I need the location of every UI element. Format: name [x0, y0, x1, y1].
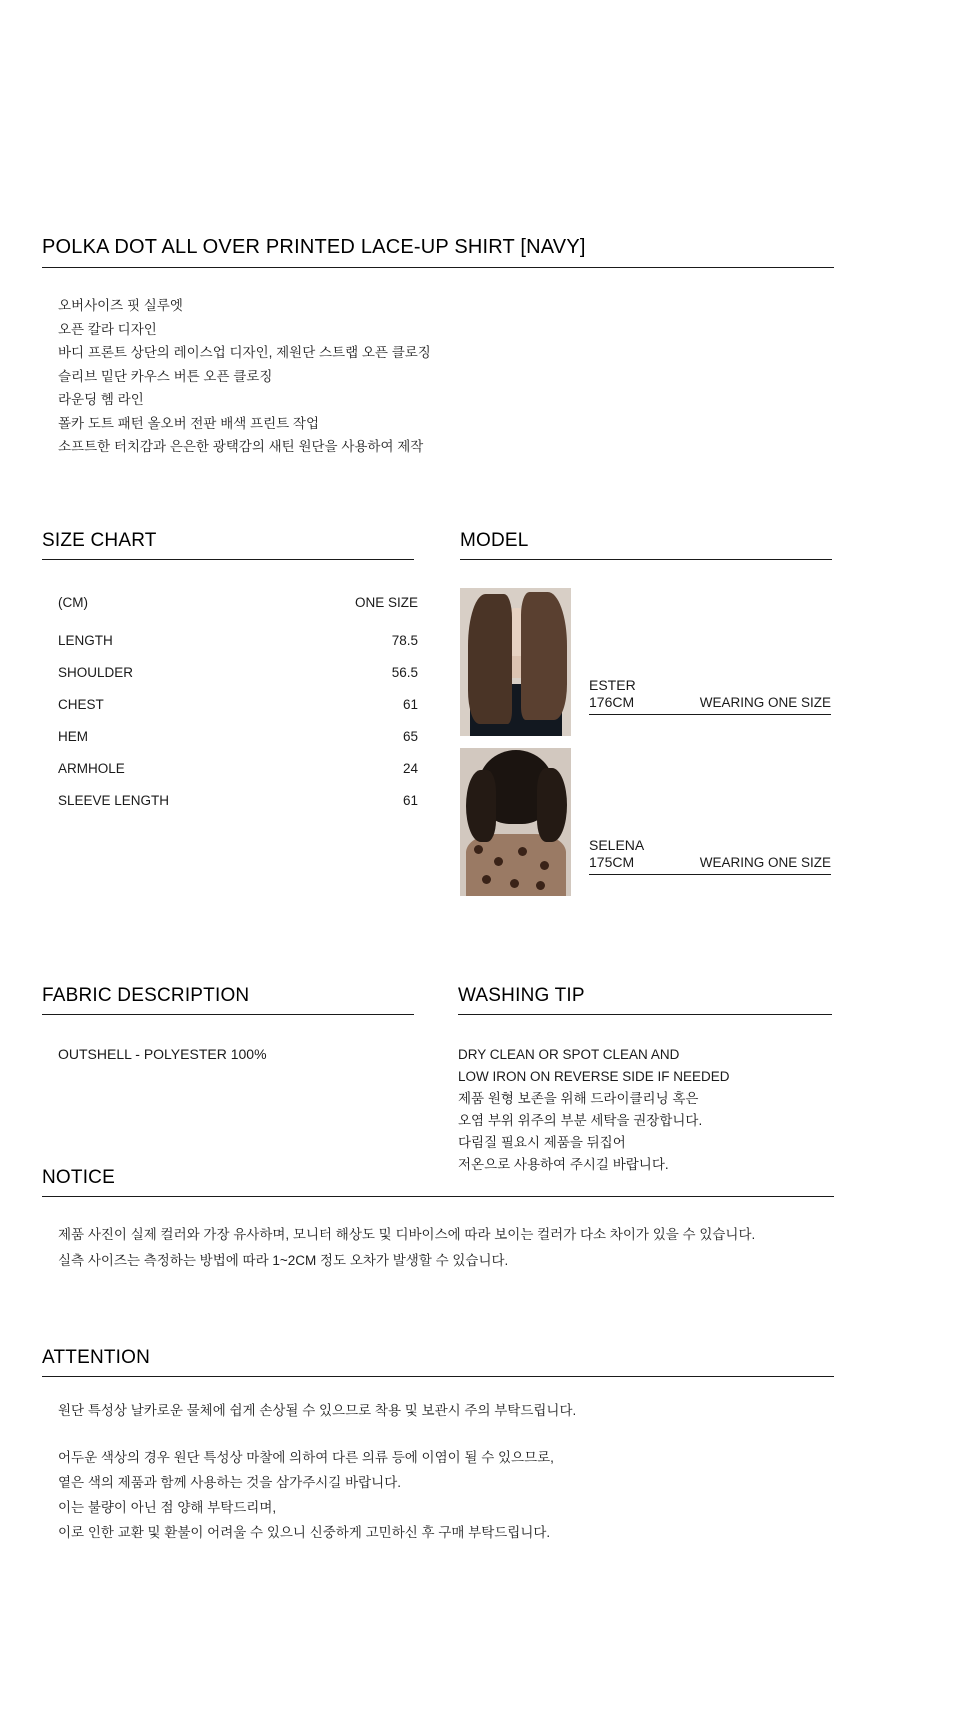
- model-name: ESTER: [589, 677, 636, 693]
- size-row-name: HEM: [58, 728, 88, 744]
- washing-line: 다림질 필요시 제품을 뒤집어: [458, 1135, 626, 1150]
- attention-heading: [42, 1347, 834, 1377]
- washing-divider: [458, 1014, 832, 1015]
- notice-divider: [42, 1196, 834, 1197]
- notice-heading-label: NOTICE: [42, 1167, 115, 1188]
- table-row: [58, 720, 418, 752]
- attention-line: 옅은 색의 제품과 함께 사용하는 것을 삼가주시길 바랍니다.: [58, 1475, 401, 1490]
- attention-line: 어두운 색상의 경우 원단 특성상 마찰에 의하여 다른 의류 등에 이염이 될 수 있으므로,: [58, 1450, 554, 1465]
- fabric-heading-label: FABRIC DESCRIPTION: [42, 985, 250, 1006]
- size-row-value: 65: [402, 728, 418, 744]
- model-name: SELENA: [589, 837, 645, 853]
- size-row-name: LENGTH: [58, 632, 113, 648]
- table-row: [58, 624, 418, 656]
- table-header-row: [58, 588, 418, 624]
- attention-line: 이는 불량이 아닌 점 양해 부탁드리며,: [58, 1500, 277, 1515]
- attention-body: [58, 1398, 858, 1545]
- size-row-value: 61: [402, 792, 418, 808]
- model-meta-row: [589, 854, 831, 875]
- washing-line: 오염 부위 위주의 부분 세탁을 권장합니다.: [458, 1113, 703, 1128]
- washing-tip-body: [458, 1044, 838, 1176]
- attention-divider: [42, 1376, 834, 1377]
- washing-line: 제품 원형 보존을 위해 드라이클리닝 혹은: [458, 1091, 699, 1106]
- fabric-divider: [42, 1014, 414, 1015]
- product-feature-list: [58, 294, 758, 459]
- model-wearing-size: WEARING ONE SIZE: [699, 855, 831, 870]
- size-row-name: CHEST: [58, 696, 104, 712]
- model-meta-row: [589, 694, 831, 715]
- size-chart-heading-label: SIZE CHART: [42, 530, 157, 551]
- size-row-name: SLEEVE LENGTH: [58, 792, 170, 808]
- spacer: [58, 1423, 858, 1445]
- model-height: 176CM: [589, 694, 635, 710]
- notice-heading: [42, 1167, 834, 1197]
- washing-line: 저온으로 사용하여 주시길 바랍니다.: [458, 1157, 669, 1172]
- table-row: [58, 784, 418, 816]
- model-entry-ester: [460, 588, 831, 736]
- size-row-value: 56.5: [391, 664, 418, 680]
- size-chart-divider: [42, 559, 414, 560]
- size-unit-label: (CM): [58, 594, 88, 610]
- size-chart-table: [58, 588, 418, 816]
- size-row-value: 78.5: [391, 632, 418, 648]
- list-item: 슬리브 밑단 카우스 버튼 오픈 클로징: [58, 368, 273, 384]
- size-row-value: 61: [402, 696, 418, 712]
- list-item: 오버사이즈 핏 실루엣: [58, 298, 183, 313]
- notice-body: [58, 1222, 858, 1274]
- list-item: 폴카 도트 패턴 올오버 전판 배색 프린트 작업: [58, 415, 319, 431]
- fabric-heading: [42, 985, 414, 1015]
- washing-line: LOW IRON ON REVERSE SIDE IF NEEDED: [458, 1069, 730, 1084]
- list-item: 오픈 칼라 디자인: [58, 321, 157, 337]
- model-photo-selena: [460, 748, 571, 896]
- table-row: [58, 656, 418, 688]
- size-chart-heading: [42, 530, 414, 560]
- attention-line: 원단 특성상 날카로운 물체에 쉽게 손상될 수 있으므로 착용 및 보관시 주의 부탁드립니다.: [58, 1403, 577, 1418]
- product-title-block: [42, 236, 834, 268]
- list-item: 라운딩 헴 라인: [58, 392, 144, 407]
- model-divider: [460, 559, 832, 560]
- title-divider: [42, 267, 834, 268]
- model-entry-selena: [460, 748, 831, 896]
- model-height: 175CM: [589, 854, 635, 870]
- size-column-label: ONE SIZE: [354, 594, 418, 610]
- attention-line: 이로 인한 교환 및 환불이 어려울 수 있으니 신중하게 고민하신 후 구매 부탁드립니다.: [58, 1525, 551, 1540]
- model-wearing-size: WEARING ONE SIZE: [699, 695, 831, 710]
- size-row-name: SHOULDER: [58, 664, 134, 680]
- washing-heading-label: WASHING TIP: [458, 985, 585, 1006]
- attention-heading-label: ATTENTION: [42, 1347, 151, 1368]
- model-heading-label: MODEL: [460, 530, 529, 551]
- notice-line: 실측 사이즈는 측정하는 방법에 따라 1~2CM 정도 오차가 발생할 수 있습니다.: [58, 1253, 509, 1268]
- list-item: 바디 프론트 상단의 레이스업 디자인, 제원단 스트랩 오픈 클로징: [58, 345, 431, 360]
- washing-line: DRY CLEAN OR SPOT CLEAN AND: [458, 1047, 680, 1062]
- size-row-name: ARMHOLE: [58, 760, 125, 776]
- model-heading: [460, 530, 832, 560]
- table-row: [58, 688, 418, 720]
- fabric-description: OUTSHELL - POLYESTER 100%: [58, 1046, 267, 1062]
- notice-line: 제품 사진이 실제 컬러와 가장 유사하며, 모니터 해상도 및 디바이스에 따라 보이는 컬러가 다소 차이가 있을 수 있습니다.: [58, 1227, 756, 1242]
- list-item: 소프트한 터치감과 은은한 광택감의 새틴 원단을 사용하여 제작: [58, 439, 424, 454]
- table-row: [58, 752, 418, 784]
- size-row-value: 24: [402, 760, 418, 776]
- washing-heading: [458, 985, 832, 1015]
- model-photo-ester: [460, 588, 571, 736]
- page-title: POLKA DOT ALL OVER PRINTED LACE-UP SHIRT [NAVY]: [42, 236, 586, 258]
